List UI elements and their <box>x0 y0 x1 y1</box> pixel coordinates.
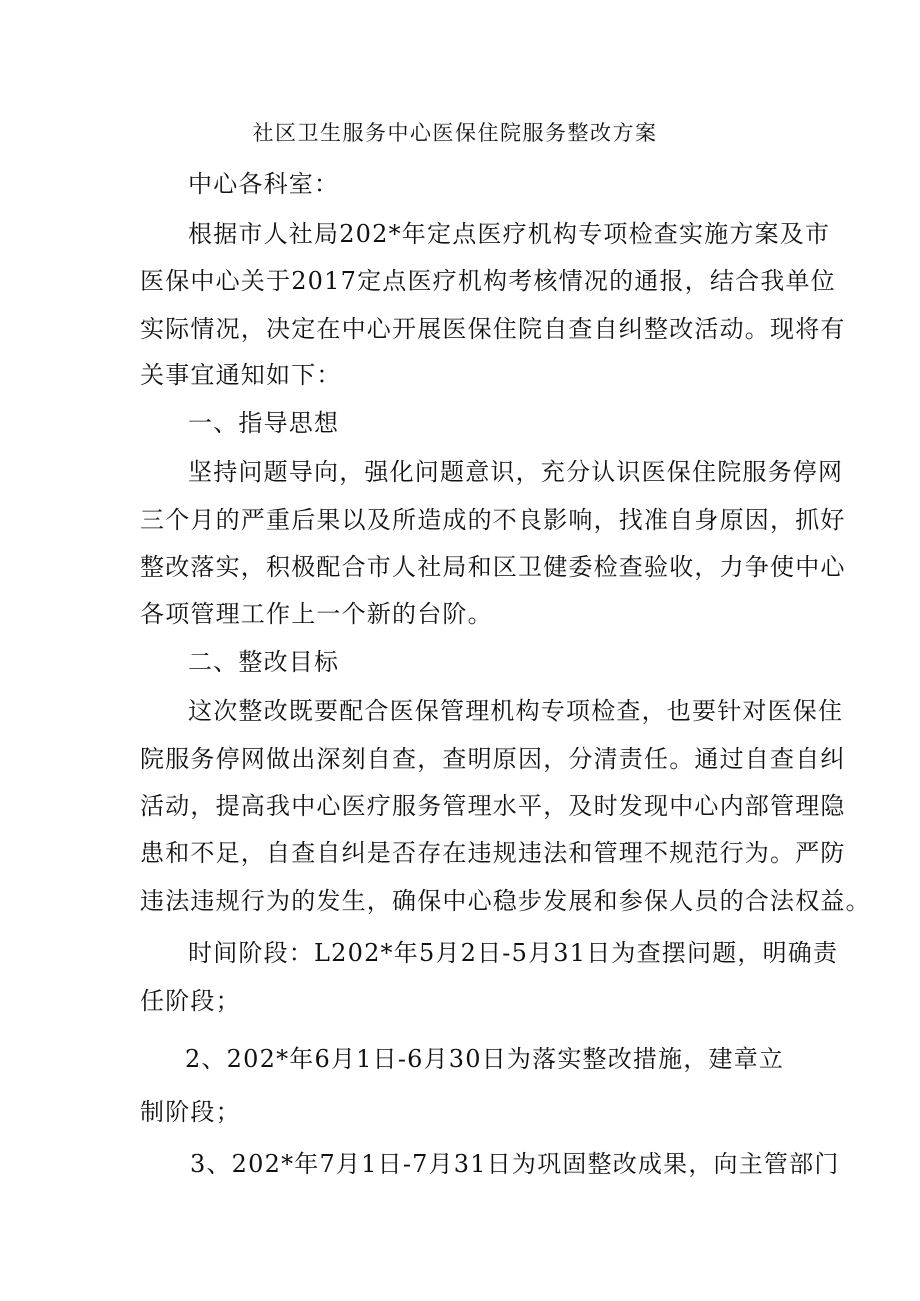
timeline-line-4: 制阶段； <box>140 1098 241 1126</box>
section2-line-4: 患和不足，自查自纠是否存在违规违法和管理不规范行为。严防 <box>140 839 846 867</box>
intro-line-1: 根据市人社局202*年定点医疗机构专项检查实施方案及市 <box>188 220 831 248</box>
timeline-line-2: 任阶段； <box>140 987 241 1015</box>
salutation: 中心各科室： <box>188 170 340 198</box>
section1-line-4: 各项管理工作上一个新的台阶。 <box>140 600 493 628</box>
document-title: 社区卫生服务中心医保住院服务整改方案 <box>252 121 658 145</box>
intro-line-4: 关事宜通知如下： <box>140 361 342 389</box>
section2-line-5: 违法违规行为的发生，确保中心稳步发展和参保人员的合法权益。 <box>140 887 871 915</box>
section1-line-1: 坚持问题导向，强化问题意识，充分认识医保住院服务停网 <box>188 458 844 486</box>
section1-heading: 一、指导思想 <box>188 409 340 437</box>
timeline-line-3: 2、202*年6月1日-6月30日为落实整改措施，建章立 <box>185 1045 785 1073</box>
intro-line-3: 实际情况，决定在中心开展医保住院自查自纠整改活动。现将有 <box>140 315 846 343</box>
timeline-line-5: 3、202*年7月1日-7月31日为巩固整改成果，向主管部门 <box>190 1150 840 1178</box>
section1-line-3: 整改落实，积极配合市人社局和区卫健委检查验收，力争使中心 <box>140 553 846 581</box>
section2-line-3: 活动，提高我中心医疗服务管理水平，及时发现中心内部管理隐 <box>140 792 846 820</box>
section2-line-2: 院服务停网做出深刻自查，查明原因，分清责任。通过自查自纠 <box>140 745 846 773</box>
timeline-line-1: 时间阶段：L202*年5月2日-5月31日为查摆问题，明确责 <box>188 939 839 967</box>
intro-line-2: 医保中心关于2017定点医疗机构考核情况的通报，结合我单位 <box>140 267 836 295</box>
section2-heading: 二、整改目标 <box>188 648 340 676</box>
section2-line-1: 这次整改既要配合医保管理机构专项检查，也要针对医保住 <box>188 697 844 725</box>
section1-line-2: 三个月的严重后果以及所造成的不良影响，找准自身原因，抓好 <box>140 506 846 534</box>
